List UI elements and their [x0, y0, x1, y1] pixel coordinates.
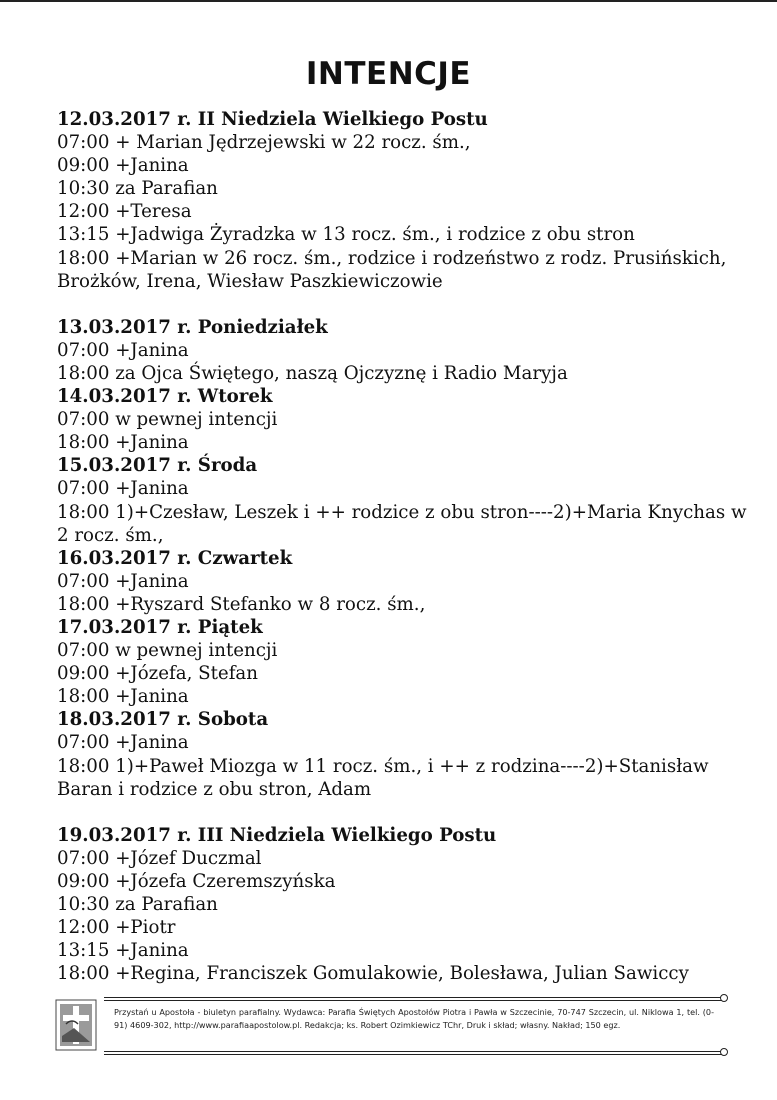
footer-publisher-info: Przystań u Apostoła - biuletyn parafialny. Wydawca: Parafia Świętych Apostołów Piotra i Pawła w Szczecinie, 70-747 Szczecin, ul. Niklowa 1, tel. (0-91) 4609-302, http://www.parafiaapostolow.pl. Redakcja; ks. Robert Ozimkiewicz TChr, Druk i skład; własny. Nakład; 150 egz.: [114, 1007, 714, 1030]
mass-intention: 18:00 1)+Paweł Miozga w 11 rocz. śm., i ++ z rodzina----2)+Stanisław Baran i rodzice z obu stron, Adam: [57, 755, 709, 800]
intentions-list: [57, 108, 747, 985]
mass-intention: 07:00 w pewnej intencji: [57, 640, 278, 662]
day-heading: 12.03.2017 r. II Niedziela Wielkiego Postu: [57, 109, 488, 130]
section-spacer: [57, 801, 747, 824]
day-heading: 15.03.2017 r. Środa: [57, 455, 258, 477]
bulletin-footer: [54, 993, 726, 1059]
mass-intention: 12:00 +Piotr: [57, 917, 176, 939]
day-heading: 18.03.2017 r. Sobota: [57, 709, 269, 731]
page-title: INTENCJE: [305, 56, 472, 92]
mass-intention: 18:00 +Marian w 26 rocz. śm., rodzice i rodzeństwo z rodz. Prusińskich, Brożków, Irena, Wiesław Paszkiewiczowie: [57, 247, 727, 292]
mass-intention: 07:00 +Józef Duczmal: [57, 847, 262, 869]
mass-intention: 12:00 +Teresa: [57, 201, 192, 223]
footer-bottom-rule: [104, 1051, 726, 1055]
mass-intention: 13:15 +Janina: [57, 940, 189, 962]
mass-intention: 07:00 + Marian Jędrzejewski w 22 rocz. śm.,: [57, 132, 471, 154]
mass-intention: 10:30 za Parafian: [57, 178, 218, 200]
mass-intention: 07:00 +Janina: [57, 478, 189, 500]
day-heading: 19.03.2017 r. III Niedziela Wielkiego Postu: [57, 824, 497, 846]
day-heading: 17.03.2017 r. Piątek: [57, 616, 263, 638]
mass-intention: 13:15 +Jadwiga Żyradzka w 13 rocz. śm., i rodzice z obu stron: [57, 224, 635, 246]
mass-intention: 18:00 +Janina: [57, 432, 189, 454]
day-heading: 13.03.2017 r. Poniedziałek: [57, 316, 328, 338]
mass-intention: 09:00 +Janina: [57, 155, 189, 177]
footer-rule-end-ornament: [720, 994, 728, 1002]
parish-logo-icon: [54, 998, 98, 1052]
mass-intention: 18:00 1)+Czesław, Leszek i ++ rodzice z obu stron----2)+Maria Knychas w 2 rocz. śm.,: [57, 501, 747, 546]
page-top-border: [0, 0, 777, 2]
footer-top-rule: [104, 997, 726, 1001]
mass-intention: 07:00 +Janina: [57, 339, 189, 361]
mass-intention: 18:00 +Janina: [57, 686, 189, 708]
mass-intention: 18:00 za Ojca Świętego, naszą Ojczyznę i Radio Maryja: [57, 362, 568, 384]
footer-rule-end-ornament: [720, 1048, 728, 1056]
mass-intention: 10:30 za Parafian: [57, 894, 218, 915]
mass-intention: 07:00 +Janina: [57, 570, 189, 592]
mass-intention: 07:00 +Janina: [57, 732, 189, 754]
section-spacer: [57, 293, 747, 316]
mass-intention: 09:00 +Józefa Czeremszyńska: [57, 870, 336, 892]
mass-intention: 09:00 +Józefa, Stefan: [57, 663, 258, 685]
day-heading: 16.03.2017 r. Czwartek: [57, 547, 293, 569]
mass-intention: 07:00 w pewnej intencji: [57, 409, 278, 431]
mass-intention: 18:00 +Regina, Franciszek Gomulakowie, Bolesława, Julian Sawiccy: [57, 963, 689, 985]
mass-intention: 18:00 +Ryszard Stefanko w 8 rocz. śm.,: [57, 593, 426, 615]
day-heading: 14.03.2017 r. Wtorek: [57, 386, 273, 408]
